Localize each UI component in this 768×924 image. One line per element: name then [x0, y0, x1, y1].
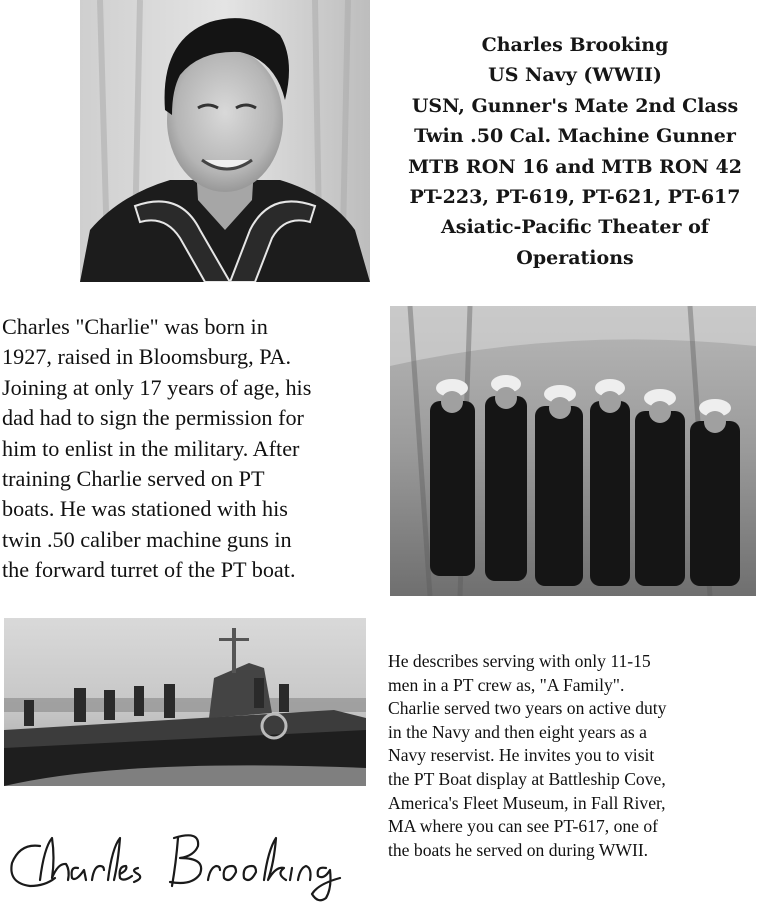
- bio-line: dad had to sign the permission for: [2, 405, 304, 431]
- description-line: Navy reservist. He invites you to visit: [388, 745, 655, 766]
- crew-photo: [390, 306, 756, 596]
- theater-line-2: Operations: [516, 246, 634, 269]
- squadron-line: MTB RON 16 and MTB RON 42: [408, 155, 742, 178]
- role-line: Twin .50 Cal. Machine Gunner: [414, 125, 736, 148]
- rank-line: USN, Gunner's Mate 2nd Class: [411, 94, 739, 117]
- description-line: Charlie served two years on active duty: [388, 698, 667, 719]
- description-line: MA where you can see PT-617, one of: [388, 816, 659, 837]
- description-line: He describes serving with only 11-15: [388, 651, 651, 671]
- pt-boat-photo: [4, 618, 366, 786]
- description-line: America's Fleet Museum, in Fall River,: [388, 792, 666, 813]
- bio-line: Joining at only 17 years of age, his: [2, 374, 312, 400]
- bio-line: 1927, raised in Bloomsburg, PA.: [2, 344, 292, 370]
- theater-line: Asiatic-Pacific Theater of: [441, 216, 709, 239]
- handwritten-signature: [0, 808, 370, 908]
- bio-line: training Charlie served on PT: [2, 466, 265, 492]
- description-line: the PT Boat display at Battleship Cove,: [388, 768, 666, 789]
- bio-line: boats. He was stationed with his: [2, 496, 288, 522]
- description-line: men in a PT crew as, "A Family".: [388, 674, 625, 695]
- description-line: the boats he served on during WWII.: [388, 839, 649, 860]
- service-summary: [392, 30, 758, 273]
- description-line: in the Navy and then eight years as a: [388, 721, 647, 742]
- bio-line: twin .50 caliber machine guns in: [2, 526, 292, 552]
- portrait-photo: [80, 0, 370, 282]
- branch-line: US Navy (WWII): [488, 64, 662, 87]
- boats-line: PT-223, PT-619, PT-621, PT-617: [409, 186, 741, 209]
- description-paragraph: [388, 650, 760, 862]
- bio-line: the forward turret of the PT boat.: [2, 557, 296, 583]
- name-heading: Charles Brooking: [481, 34, 669, 56]
- bio-line: Charles "Charlie" was born in: [2, 314, 268, 339]
- bio-paragraph: [2, 312, 374, 586]
- bio-line: him to enlist in the military. After: [2, 435, 300, 461]
